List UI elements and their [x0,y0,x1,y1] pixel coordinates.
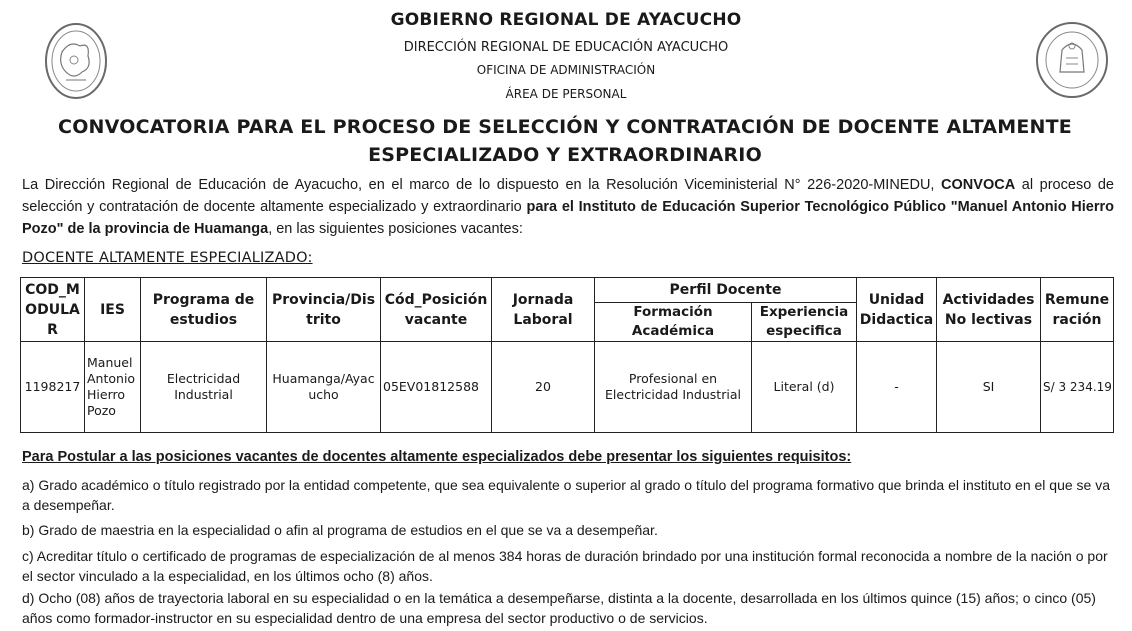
header-ies: IES [85,278,141,342]
header-provincia: Provincia/Distrito [267,278,381,342]
cell-cod-posicion: 05EV01812588 [381,342,492,433]
cell-actividades: SI [937,342,1041,433]
intro-paragraph [22,174,1114,240]
header-formacion: Formación Académica [595,303,752,342]
requirement-d: d) Ocho (08) años de trayectoria laboral en su especialidad o en la temática a desempeñarse, distinta a la docente, desarrollada en los últimos quince (15) años; o cinco (05) años como formador-instructor en su especialidad dentro de una empresa del sector productivo o de servicios. [22,590,1096,626]
table-row [21,342,1114,433]
requirements-heading: Para Postular a las posiciones vacantes de docentes altamente especializados debe presentar los siguientes requisitos: [22,449,852,465]
intro-bold-institute: para el Instituto de Educación Superior Tecnológico Público "Manuel Antonio Hierro Pozo" de la provincia de Huamanga [22,199,1114,237]
header-remuneracion: Remuneración [1041,278,1114,342]
header-office: OFICINA DE ADMINISTRACIÓN [476,63,656,77]
cell-experiencia: Literal (d) [752,342,857,433]
cell-unidad: - [857,342,937,433]
intro-text-3: , en las siguientes posiciones vacantes: [268,221,523,237]
header-perfil-docente: Perfil Docente [595,278,857,303]
cell-cod-modular: 1198217 [21,342,85,433]
header-jornada: Jornada Laboral [492,278,595,342]
cell-jornada: 20 [492,342,595,433]
header-programa: Programa de estudios [141,278,267,342]
intro-text-2: al proceso de selección y contratación de docente altamente especializado y extraordinario [22,177,1114,215]
header-unidad: Unidad Didactica [857,278,937,342]
vacancy-table [20,277,1114,433]
title-line-1: CONVOCATORIA PARA EL PROCESO DE SELECCIÓN Y CONTRATACIÓN DE DOCENTE ALTAMENTE [58,116,1072,138]
cell-programa: Electricidad Industrial [141,342,267,433]
page-title [40,113,1090,169]
title-line-2: ESPECIALIZADO Y EXTRAORDINARIO [368,144,762,166]
requirement-c: c) Acreditar título o certificado de programas de especialización de al menos 384 horas de duración brindado por una institución formal reconocida a nombre de la nación o por el sector vinculado a la especialidad, en los últimos ocho (8) años. [22,548,1108,584]
cell-ies: Manuel Antonio Hierro Pozo [85,342,141,433]
cell-remuneracion: S/ 3 234.19 [1041,342,1114,433]
header-cod-modular: COD_MODULAR [21,278,85,342]
header-cod-posicion: Cód_Posición vacante [381,278,492,342]
requirement-b: b) Grado de maestria en la especialidad o afin al programa de estudios en el que se va a desempeñar. [22,522,658,538]
header-experiencia: Experiencia especifica [752,303,857,342]
header-government: GOBIERNO REGIONAL DE AYACUCHO [390,10,742,30]
intro-bold-convoca: CONVOCA [941,177,1016,193]
cell-provincia: Huamanga/Ayacucho [267,342,381,433]
header-direction: DIRECCIÓN REGIONAL DE EDUCACIÓN AYACUCHO [403,40,729,55]
cell-formacion: Profesional en Electricidad Industrial [595,342,752,433]
requirement-a: a) Grado académico o título registrado por la entidad competente, que sea equivalente o superior al grado o título del programa formativo que brinda el instituto en el que se va a desempeñar. [22,477,1110,513]
header-actividades: Actividades No lectivas [937,278,1041,342]
header-area: ÁREA DE PERSONAL [505,87,627,101]
intro-text-1: La Dirección Regional de Educación de Ayacucho, en el marco de lo dispuesto en la Resolución Viceministerial N° 226-2020-MINEDU, [22,177,942,193]
section-heading: DOCENTE ALTAMENTE ESPECIALIZADO: [22,250,313,266]
